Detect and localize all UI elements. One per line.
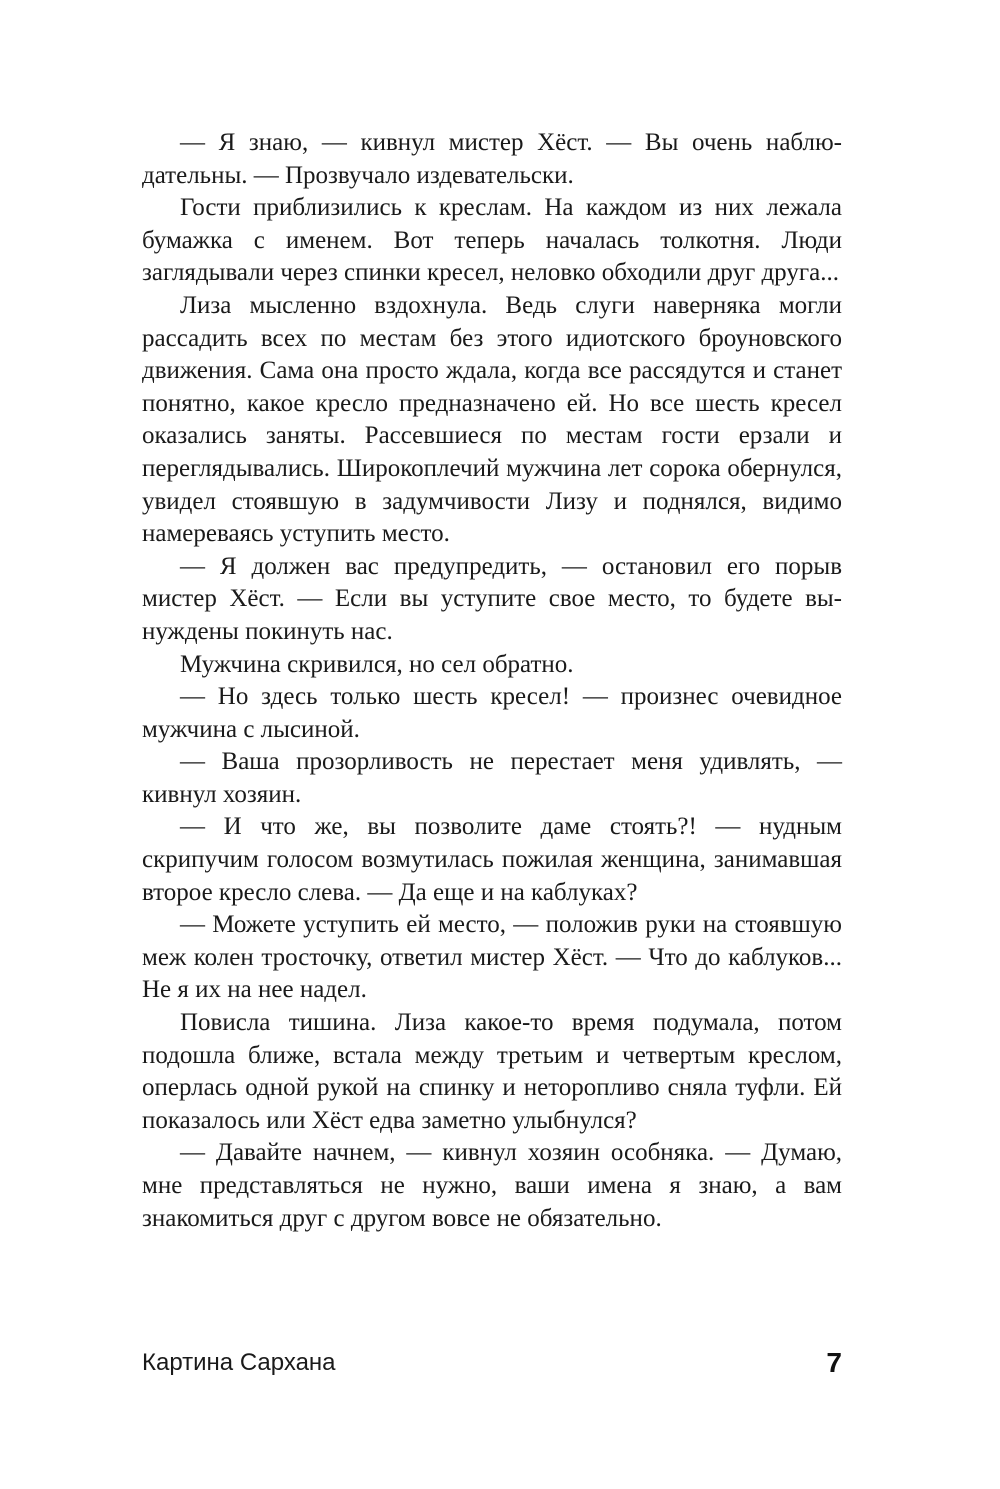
page-footer — [142, 1345, 842, 1385]
paragraph: Повисла тишина. Лиза какое-то время подумала, потом подошла ближе, встала между третьим и четвертым креслом, оперлась одной рукой на спинку и неторопливо сняла туфли. Ей показалось или Хёст едва заметно улыбнулся? — [142, 1009, 842, 1134]
page-number: 7 — [826, 1347, 842, 1378]
paragraph: — Ваша прозорливость не перестает меня удивлять, — кивнул хозяин. — [142, 748, 842, 808]
paragraph: — Я знаю, — кивнул мистер Хёст. — Вы очень наблюдательны. — Прозвучало издевательски. — [142, 129, 842, 189]
paragraph: Гости приблизились к креслам. На каждом из них лежала бумажка с именем. Вот теперь началась толкотня. Люди заглядывали через спинки кресел, неловко обходили друг друга... — [142, 194, 842, 287]
body-text — [142, 127, 842, 1235]
paragraph: Лиза мысленно вздохнула. Ведь слуги наверняка могли рассадить всех по местам без этого идиотского броуновского движения. Сама она просто ждала, когда все рассядутся и станет понятно, какое кресло предназначено ей. Но все шесть кресел оказались заняты. Рассевшиеся по местам гости ерзали и переглядывались. Широкоплечий мужчина лет сорока обернулся, увидел стоявшую в задумчивости Лизу и поднялся, видимо намереваясь уступить место. — [142, 291, 842, 548]
paragraph: — Можете уступить ей место, — положив руки на стоявшую меж колен тросточку, ответил мистер Хёст. — Что до каблуков... Не я их на нее надел. — [142, 911, 842, 1004]
paragraph: — И что же, вы позволите даме стоять?! — нудным скрипучим голосом возмутилась пожилая женщина, занимавшая второе кресло слева. — Да еще и на каблуках? — [142, 813, 842, 906]
paragraph: — Но здесь только шесть кресел! — произнес очевидное мужчина с лысиной. — [142, 683, 842, 743]
paragraph: — Я должен вас предупредить, — остановил его порыв мистер Хёст. — Если вы уступите свое место, то будете вынуждены покинуть нас. — [142, 552, 842, 645]
running-title: Картина Сархана — [142, 1349, 336, 1376]
paragraph: — Давайте начнем, — кивнул хозяин особняка. — Думаю, мне представляться не нужно, ваши имена я знаю, а вам знакомиться друг с другом вовсе не обязательно. — [142, 1139, 842, 1232]
paragraph: Мужчина скривился, но сел обратно. — [180, 650, 574, 678]
